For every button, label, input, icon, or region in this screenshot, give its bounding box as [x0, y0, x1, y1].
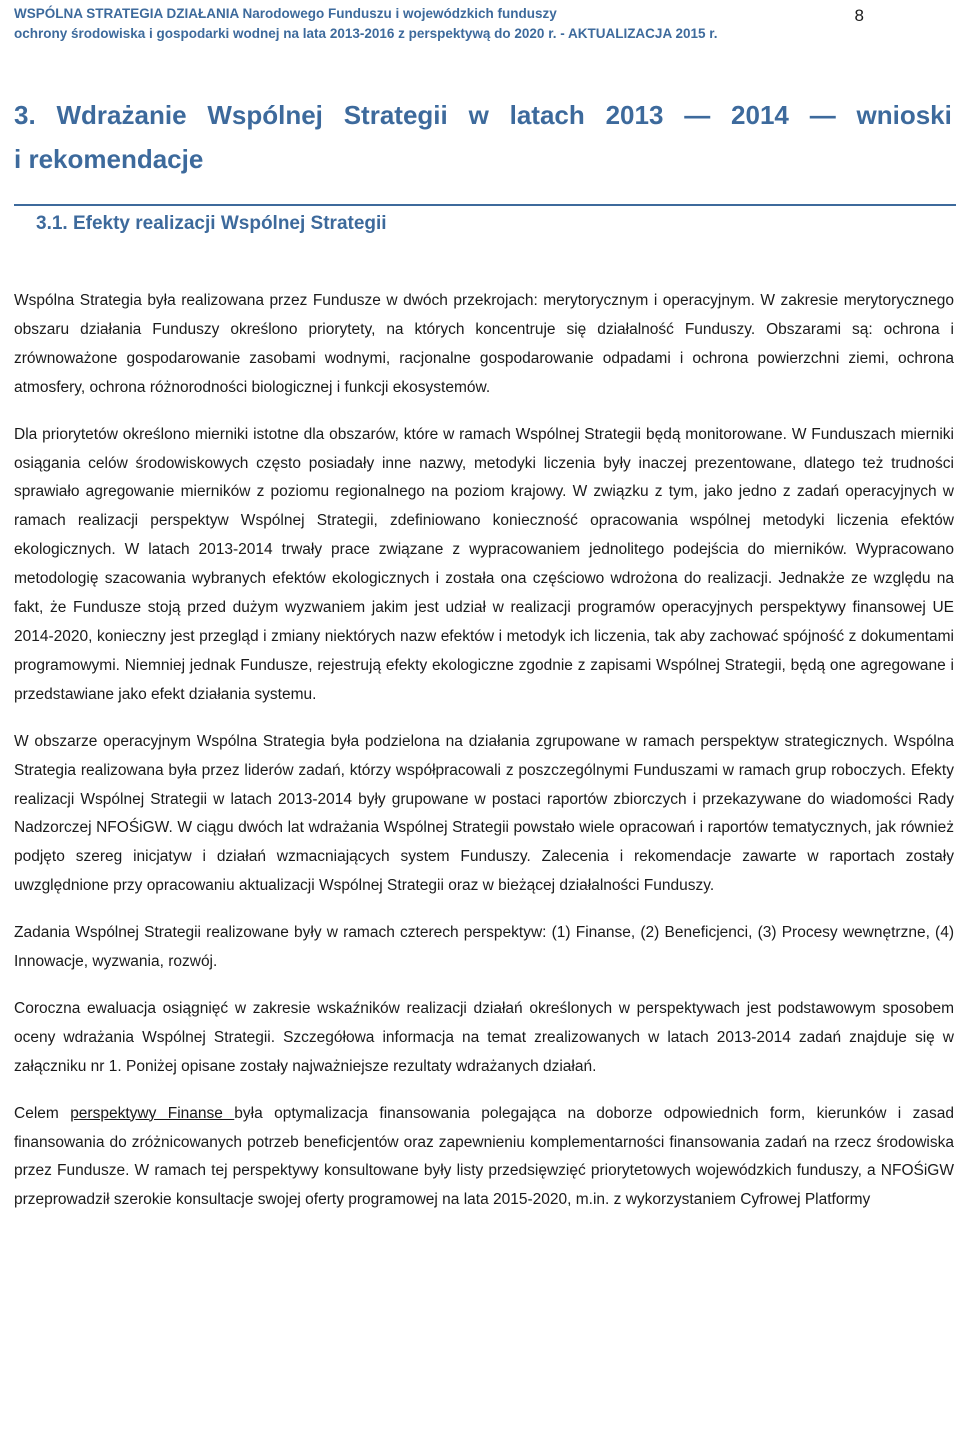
- perspective-finanse-link: perspektywy Finanse: [70, 1104, 235, 1122]
- page-number: 8: [854, 6, 864, 25]
- chapter-title: [14, 93, 952, 181]
- chapter-title-word: —: [809, 100, 836, 130]
- paragraph-text: Celem: [14, 1104, 71, 1122]
- chapter-title-word: Wspólnej: [207, 100, 323, 130]
- chapter-title-word: 2013: [605, 100, 664, 130]
- chapter-title-word: —: [684, 100, 711, 130]
- paragraph: [14, 1100, 954, 1216]
- paragraph: Dla priorytetów określono mierniki istotne dla obszarów, które w ramach Wspólnej Strategii będą monitorowane. W Funduszach mierniki osiągania celów środowiskowych często posiadały inne nazwy, metodyki liczenia były inaczej prezentowane, dlatego też trudności sprawiało agregowanie mierników z poziomu regionalnego na poziom krajowy. W związku z tym, jako jedno z zadań operacyjnych w ramach realizacji perspektyw Wspólnej Strategii, zdefiniowano konieczność opracowania wspólnej metodyki liczenia efektów ekologicznych. W latach 2013-2014 trwały prace związane z wypracowaniem jednolitego podejścia do mierników. Wypracowano metodologię szacowania wybranych efektów ekologicznych i została ona częściowo wdrożona do realizacji. Jednakże ze względu na fakt, że Fundusze stoją przed dużym wyzwaniem jakim jest udział w realizacji programów operacyjnych perspektywy finansowej UE 2014-2020, konieczny jest przegląd i zmiany niektórych nazw efektów i metodyk ich liczenia, tak aby zachować spójność z dokumentami programowymi. Niemniej jednak Fundusze, rejestrują efekty ekologiczne zgodnie z zapisami Wspólnej Strategii, będą one agregowane i przedstawiane jako efekt działania systemu.: [14, 425, 954, 703]
- chapter-title-word: 2014: [731, 100, 789, 130]
- chapter-title-word: 3.: [14, 100, 36, 130]
- paragraph: Zadania Wspólnej Strategii realizowane były w ramach czterech perspektyw: (1) Finanse, (2) Beneficjenci, (3) Procesy wewnętrzne, (4) Innowacje, wyzwania, rozwój.: [14, 924, 954, 971]
- chapter-title-line-2: i rekomendacje: [14, 144, 204, 174]
- section-divider: [14, 204, 956, 206]
- paragraph-text: była optymalizacja finansowania polegająca na doborze odpowiednich form, kierunków i zasad finansowania do zróżnicowanych potrzeb beneficjentów oraz zapewnieniu komplementarności finansowania zadań na rzecz środowiska przez Fundusze. W ramach tej perspektywy konsultowane były listy przedsięwzięć priorytetowych wojewódzkich funduszy, a NFOŚiGW przeprowadził szerokie konsultacje swojej oferty programowej na lata 2015-2020, m.in. z wykorzystaniem Cyfrowej Platformy: [14, 1104, 954, 1209]
- page-header: [14, 4, 854, 44]
- header-line-1: WSPÓLNA STRATEGIA DZIAŁANIA Narodowego Funduszu i wojewódzkich funduszy: [14, 6, 557, 21]
- chapter-title-word: wnioski: [856, 100, 952, 130]
- chapter-title-word: latach: [509, 100, 585, 130]
- body-text: [14, 287, 954, 1233]
- chapter-title-line-1: [14, 93, 952, 137]
- paragraph: W obszarze operacyjnym Wspólna Strategia była podzielona na działania zgrupowane w ramach perspektyw strategicznych. Wspólna Strategia realizowana była przez liderów zadań, którzy współpracowali z poszczególnymi Funduszami w ramach grup roboczych. Efekty realizacji Wspólnej Strategii w latach 2013-2014 były grupowane w postaci raportów zbiorczych i przekazywane do wiadomości Rady Nadzorczej NFOŚiGW. W ciągu dwóch lat wdrażania Wspólnej Strategii powstało wiele opracowań i raportów tematycznych, jak również podjęto szereg inicjatyw i działań wzmacniających system Funduszy. Zalecenia i rekomendacje zawarte w raportach zostały uwzględnione przy opracowaniu aktualizacji Wspólnej Strategii oraz w bieżącej działalności Funduszy.: [14, 732, 954, 895]
- paragraph: Wspólna Strategia była realizowana przez Fundusze w dwóch przekrojach: merytorycznym i operacyjnym. W zakresie merytorycznego obszaru działania Funduszy określono priorytety, na których koncentruje się działalność Funduszy. Obszarami są: ochrona i zrównoważone gospodarowanie zasobami wodnymi, racjonalne gospodarowanie odpadami i ochrona powierzchni ziemi, ochrona atmosfery, ochrona różnorodności biologicznej i funkcji ekosystemów.: [14, 292, 954, 396]
- section-heading: 3.1. Efekty realizacji Wspólnej Strategii: [36, 213, 387, 234]
- paragraph: Coroczna ewaluacja osiągnięć w zakresie wskaźników realizacji działań określonych w perspektywach jest podstawowym sposobem oceny wdrażania Wspólnej Strategii. Szczegółowa informacja na temat zrealizowanych w latach 2013-2014 zadań znajduje się w załączniku nr 1. Poniżej opisane zostały najważniejsze rezultaty wdrażanych działań.: [14, 999, 954, 1075]
- chapter-title-word: Wdrażanie: [56, 100, 187, 130]
- chapter-title-word: Strategii: [343, 100, 448, 130]
- chapter-title-word: w: [468, 100, 489, 130]
- header-line-2: ochrony środowiska i gospodarki wodnej na lata 2013-2016 z perspektywą do 2020 r. - AKTUALIZACJA 2015 r.: [14, 26, 718, 41]
